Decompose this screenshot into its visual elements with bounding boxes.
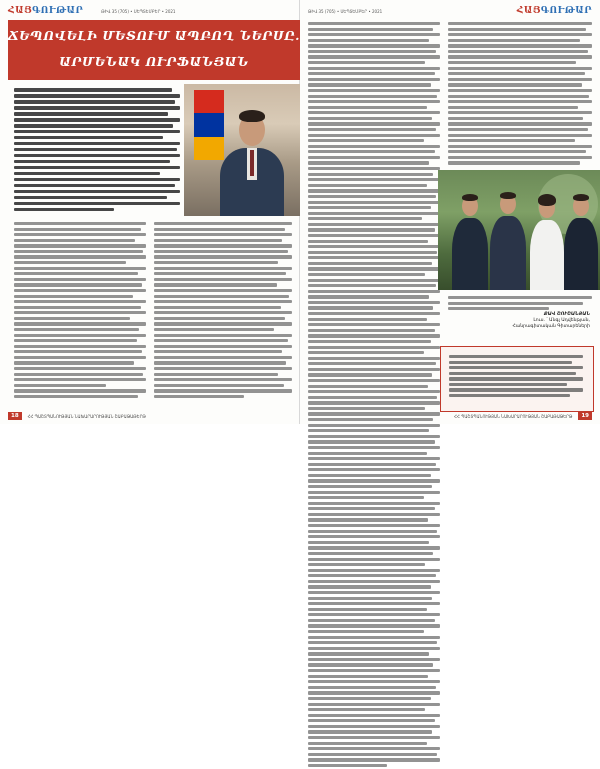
masthead-logo xyxy=(8,6,83,16)
right-page xyxy=(300,0,600,424)
logo-part-2: ԳՈՒԹԱՐ xyxy=(32,6,84,16)
right-header xyxy=(308,4,592,18)
right-column-2 xyxy=(448,22,592,167)
person-hair xyxy=(239,110,265,122)
issue-info: ԹԻՎ 35 (705) • ՍԵՊՏԵՄԲԵՐ • 2021 xyxy=(101,8,176,14)
right-column-2-lower xyxy=(448,296,592,313)
logo-part-1: ՀԱՅ xyxy=(8,6,33,16)
author-signature xyxy=(480,312,590,330)
portrait-photo xyxy=(184,84,300,216)
masthead-logo xyxy=(517,6,592,16)
page-number: 18 xyxy=(8,412,22,420)
left-page xyxy=(0,0,300,424)
issue-info: ԹԻՎ 35 (705) • ՍԵՊՏԵՄԲԵՐ • 2021 xyxy=(308,8,383,14)
footer-text: ՀՀ ՊԱՇՏՊԱՆՈՒԹՅԱՆ ՆԱԽԱՐԱՐՈՒԹՅԱՆ ՇԱԲԱԹԱԹԵՐԹ xyxy=(27,413,146,419)
author-name: ՔԱՎ ՇՈՒՇԱՆՅԱՆ xyxy=(544,312,590,317)
left-column-2 xyxy=(154,222,292,401)
quote-text xyxy=(449,355,583,400)
group-photo xyxy=(438,170,600,290)
title-banner xyxy=(8,20,300,80)
right-footer xyxy=(308,412,592,420)
left-header xyxy=(8,4,291,18)
author-role-1: Լուս. ՝ Անգլ Ադվենթյան, xyxy=(533,318,590,323)
logo-part-2: ԳՈՒԹԱՐ xyxy=(540,6,592,16)
article-subtitle: ԱՐՄԵՆԱԿ ՈՒՐՖԱՆՅԱՆ xyxy=(59,54,249,69)
right-column-1 xyxy=(308,22,440,769)
logo-part-1: ՀԱՅ xyxy=(516,6,541,16)
quote-box xyxy=(440,346,594,412)
left-column-1 xyxy=(14,222,146,401)
footer-text: ՀՀ ՊԱՇՏՊԱՆՈՒԹՅԱՆ ՆԱԽԱՐԱՐՈՒԹՅԱՆ ՇԱԲԱԹԱԹԵՐԹ xyxy=(454,413,573,419)
armenian-flag xyxy=(194,90,224,160)
left-footer xyxy=(8,412,291,420)
article-title: ՃԵՊՈՎԵԼԻ ՄԵՏՈՒՄ ԱՊԲՈՂ ՆԵՐՍԸ. xyxy=(8,28,300,43)
page-number: 19 xyxy=(578,412,592,420)
intro-paragraph xyxy=(14,88,180,214)
author-role-2: Հանրագիտական Գիտարեների xyxy=(512,324,590,329)
